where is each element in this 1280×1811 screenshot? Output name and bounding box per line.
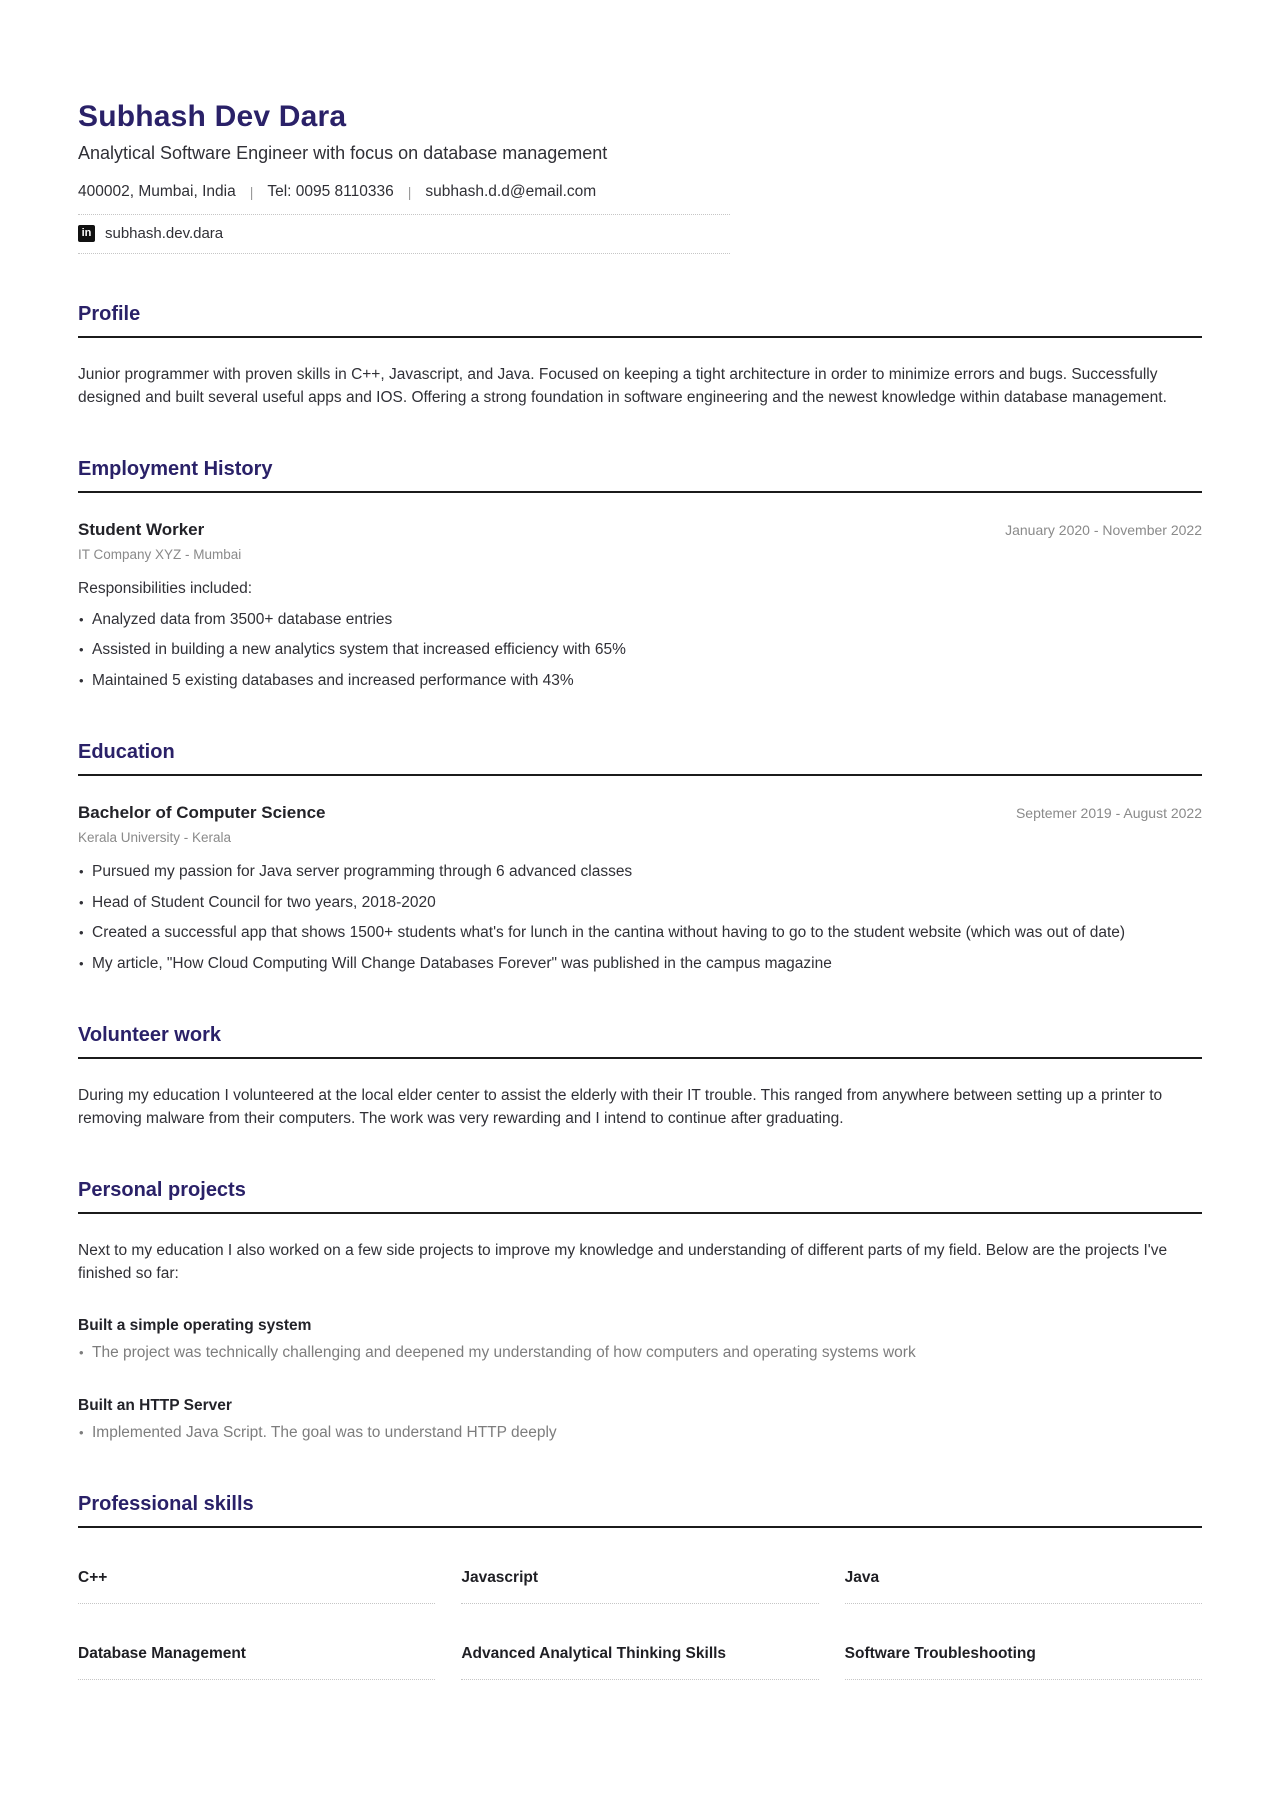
project-item <box>78 1315 1202 1365</box>
contact-email: subhash.d.d@email.com <box>425 183 597 200</box>
entry-head <box>78 803 1202 823</box>
bullet-item: • Assisted in building a new analytics system that increased efficiency with 65% <box>78 639 1202 662</box>
bullet-item: • Head of Student Council for two years, 2018-2020 <box>78 892 1202 915</box>
section-title-volunteer: Volunteer work <box>78 1023 1202 1059</box>
job-company: IT Company XYZ - Mumbai <box>78 547 242 562</box>
job-title: Student Worker <box>78 520 205 539</box>
projects-intro: Next to my education I also worked on a few side projects to improve my knowledge and understanding of different parts of my field. Below are the projects I've finished so far: <box>78 1242 1168 1282</box>
skills-grid <box>78 1528 1202 1680</box>
skill-item <box>461 1528 818 1604</box>
skill-item <box>78 1604 435 1680</box>
volunteer-section <box>78 1023 1202 1130</box>
bullet-item: • Pursued my passion for Java server programming through 6 advanced classes <box>78 861 1202 884</box>
project-item <box>78 1395 1202 1445</box>
employment-section <box>78 457 1202 692</box>
bullet-item: • Implemented Java Script. The goal was to understand HTTP deeply <box>78 1422 1202 1445</box>
skill-name: Database Management <box>78 1645 246 1662</box>
section-title-projects: Personal projects <box>78 1178 1202 1214</box>
bullet-item: • My article, "How Cloud Computing Will Change Databases Forever" was published in the campus magazine <box>78 953 1202 976</box>
skill-name: C++ <box>78 1569 108 1586</box>
employment-entry <box>78 520 1202 692</box>
skill-name: Javascript <box>461 1569 539 1586</box>
contact-phone: Tel: 0095 8110336 <box>267 183 394 200</box>
education-section <box>78 740 1202 975</box>
skill-item <box>845 1604 1202 1680</box>
contact-address: 400002, Mumbai, India <box>78 183 236 200</box>
degree-title: Bachelor of Computer Science <box>78 803 326 822</box>
profile-text: Junior programmer with proven skills in C++, Javascript, and Java. Focused on keeping a tight architecture in order to minimize errors and bugs. Successfully designed and built several useful apps and IOS. Offering a strong foundation in software engineering and the newest knowledge within database management. <box>78 366 1167 406</box>
bullet-item: • The project was technically challenging and deepened my understanding of how computers and operating systems work <box>78 1342 1202 1365</box>
degree-dates: Septemer 2019 - August 2022 <box>1015 805 1202 821</box>
section-title-education: Education <box>78 740 1202 776</box>
contact-line <box>78 182 1202 202</box>
bullet-item: • Analyzed data from 3500+ database entries <box>78 609 1202 632</box>
contact-separator: | <box>407 184 412 200</box>
linkedin-handle: subhash.dev.dara <box>105 225 224 242</box>
job-intro: Responsibilities included: <box>78 580 253 597</box>
person-headline: Analytical Software Engineer with focus on database management <box>78 143 608 163</box>
projects-section <box>78 1178 1202 1444</box>
section-title-skills: Professional skills <box>78 1492 1202 1528</box>
skill-item <box>845 1528 1202 1604</box>
person-name: Subhash Dev Dara <box>78 100 347 133</box>
entry-head <box>78 520 1202 540</box>
bullet-item: • Created a successful app that shows 1500+ students what's for lunch in the cantina without having to go to the student website (which was out of date) <box>78 922 1202 945</box>
linkedin-icon: in <box>78 225 95 242</box>
skill-name: Java <box>844 1569 880 1586</box>
skills-section <box>78 1492 1202 1680</box>
volunteer-text: During my education I volunteered at the local elder center to assist the elderly with their IT trouble. This ranged from anywhere between setting up a printer to removing malware from their computers. The work was very rewarding and I intend to continue after graduating. <box>78 1087 1163 1127</box>
skill-item <box>78 1528 435 1604</box>
section-title-profile: Profile <box>78 302 1202 338</box>
bullet-item: • Maintained 5 existing databases and increased performance with 43% <box>78 670 1202 693</box>
dotted-divider <box>78 253 730 254</box>
project-name: Built a simple operating system <box>78 1317 312 1334</box>
job-dates: January 2020 - November 2022 <box>1005 522 1202 538</box>
profile-section <box>78 302 1202 409</box>
skill-name: Software Troubleshooting <box>844 1645 1036 1662</box>
school-name: Kerala University - Kerala <box>78 830 232 845</box>
linkedin-row <box>78 215 730 253</box>
skill-item <box>461 1604 818 1680</box>
skill-name: Advanced Analytical Thinking Skills <box>461 1645 727 1662</box>
contact-separator: | <box>249 184 254 200</box>
project-name: Built an HTTP Server <box>78 1396 232 1414</box>
section-title-employment: Employment History <box>78 457 1202 493</box>
education-entry <box>78 803 1202 975</box>
